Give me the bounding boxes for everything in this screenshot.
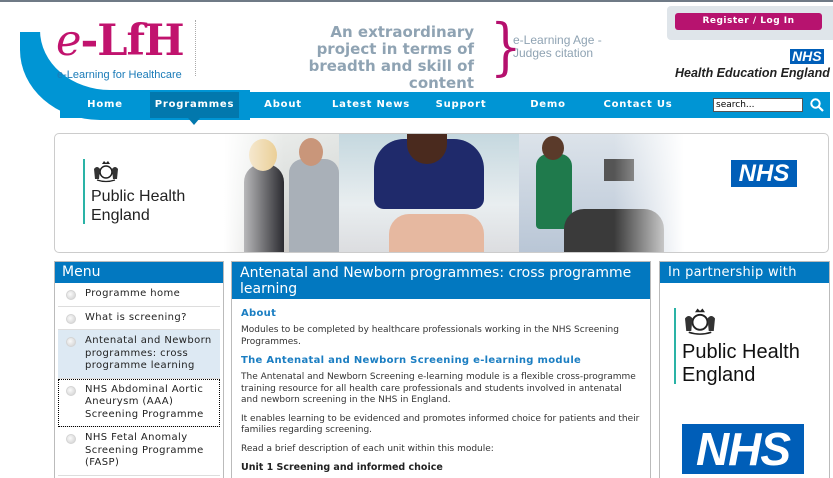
royal-crest-icon — [682, 306, 718, 336]
partnership-panel — [659, 261, 830, 478]
about-text: Modules to be completed by healthcare professionals working in the NHS Screening Programmes. — [241, 325, 619, 347]
phe-accent-bar — [83, 159, 85, 224]
bullet-icon — [66, 386, 76, 396]
active-nav-pointer — [188, 118, 200, 125]
nav-about[interactable]: About — [264, 99, 302, 110]
about-heading: About — [241, 308, 277, 319]
partnership-title: In partnership with — [660, 262, 829, 283]
menu-title: Menu — [55, 262, 223, 283]
phe-partner-logo[interactable]: Public Health England — [682, 341, 800, 386]
search-input[interactable] — [713, 98, 803, 112]
register-login-button[interactable]: Register / Log In — [675, 13, 822, 30]
phe-logo-text: Public Health England — [91, 188, 186, 224]
menu-item-antenatal-newborn[interactable]: Antenatal and Newborn programmes: cross programme learning — [58, 330, 220, 379]
nav-programmes[interactable]: Programmes — [150, 92, 239, 118]
menu-item-what-is-screening[interactable]: What is screening? — [58, 307, 220, 331]
elfh-logo-subtitle: e-Learning for Healthcare — [57, 69, 182, 81]
sidebar-menu — [54, 261, 224, 478]
nhs-logo-banner: NHS — [731, 160, 797, 187]
module-description: The Antenatal and Newborn Screening e-learning module is a flexible cross-programme training resource for all health care professionals and students involved in antenatal and newborn screening in the NHS in England. — [241, 372, 636, 405]
main-content-panel — [231, 261, 651, 478]
nav-latest-news[interactable]: Latest News — [331, 99, 411, 110]
page-title: Antenatal and Newborn programmes: cross programme learning — [232, 262, 650, 299]
menu-item-aaa-screening[interactable]: NHS Abdominal Aortic Aneurysm (AAA) Screening Programme — [58, 379, 220, 428]
nav-contact-us[interactable]: Contact Us — [603, 99, 673, 110]
bullet-icon — [66, 314, 76, 324]
royal-crest-icon — [92, 159, 120, 183]
module-heading: The Antenatal and Newborn Screening e-learning module — [241, 355, 582, 366]
menu-item-fasp[interactable]: NHS Fetal Anomaly Screening Programme (FASP) — [58, 427, 220, 476]
nav-support[interactable]: Support — [435, 99, 487, 110]
phe-accent-bar — [674, 308, 676, 384]
unit-intro: Read a brief description of each unit within this module: — [241, 443, 494, 454]
quote-citation: e-Learning Age - Judges citation — [513, 33, 602, 60]
photo-baby — [389, 214, 484, 252]
nhs-partner-logo[interactable]: NHS — [682, 424, 804, 474]
header-divider — [195, 20, 196, 76]
menu-item-programme-home[interactable]: Programme home — [58, 283, 220, 307]
photo-nurse-1 — [289, 159, 339, 252]
search-icon[interactable] — [810, 98, 824, 112]
banner-photo-healthcare-workers — [224, 134, 684, 252]
elfh-logo[interactable]: e-LfH — [56, 16, 184, 66]
nav-home[interactable]: Home — [87, 99, 123, 110]
header-quote: An extraordinary project in terms of breadth and skill of content — [308, 23, 474, 92]
hee-logo-text: Health Education England — [675, 66, 830, 80]
brace-icon: } — [489, 10, 522, 83]
bullet-icon — [66, 290, 76, 300]
nhs-logo-small: NHS — [792, 48, 822, 64]
bullet-icon — [66, 337, 76, 347]
unit-1-heading: Unit 1 Screening and informed choice — [241, 462, 443, 473]
nav-demo[interactable]: Demo — [530, 99, 566, 110]
module-benefits: It enables learning to be evidenced and promotes informed choice for patients and their families regarding screening. — [241, 413, 640, 435]
bullet-icon — [66, 434, 76, 444]
